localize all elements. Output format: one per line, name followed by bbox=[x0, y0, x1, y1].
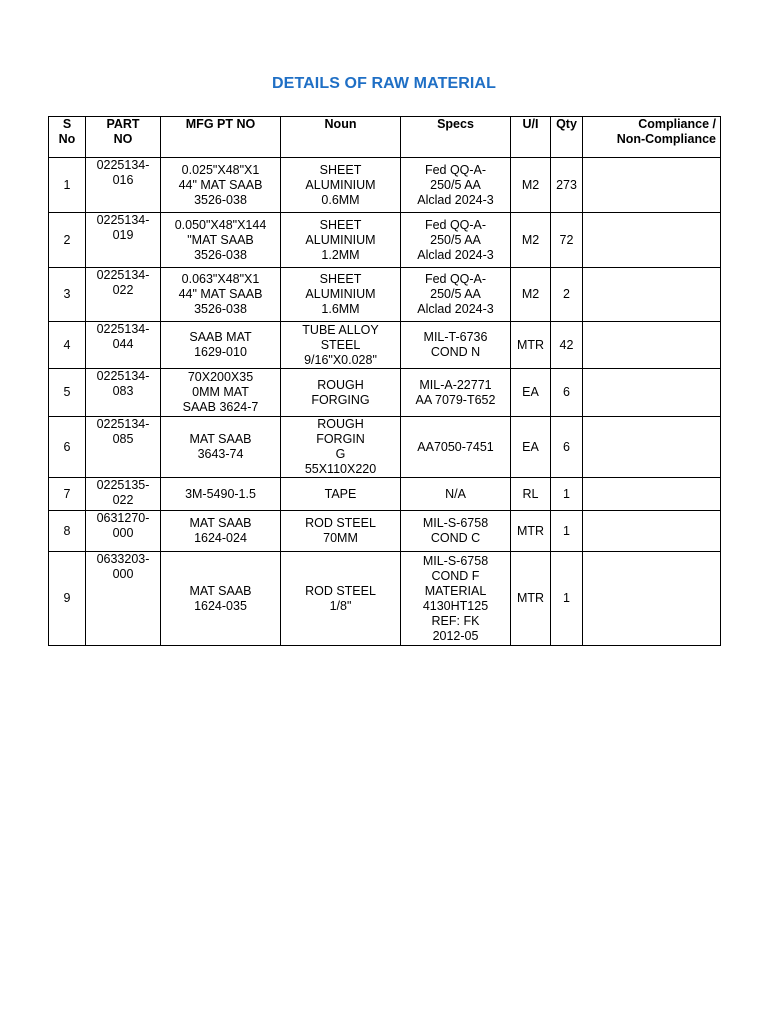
cell-noun: SHEET ALUMINIUM 1.2MM bbox=[281, 213, 401, 268]
table-row bbox=[49, 478, 721, 511]
cell-qty: 1 bbox=[551, 511, 583, 552]
cell-mfg-pt-no: MAT SAAB 1624-024 bbox=[161, 511, 281, 552]
header-part-no: PART NO bbox=[86, 117, 161, 158]
cell-part-no: 0225134- 085 bbox=[86, 417, 161, 478]
cell-compliance bbox=[583, 478, 721, 511]
cell-compliance bbox=[583, 213, 721, 268]
cell-ui: MTR bbox=[511, 511, 551, 552]
cell-part-no: 0225134- 022 bbox=[86, 268, 161, 322]
cell-qty: 72 bbox=[551, 213, 583, 268]
cell-mfg-pt-no: 0.050"X48"X144 "MAT SAAB 3526-038 bbox=[161, 213, 281, 268]
cell-s-no: 4 bbox=[49, 322, 86, 369]
cell-specs: Fed QQ-A- 250/5 AA Alclad 2024-3 bbox=[401, 268, 511, 322]
cell-noun: TUBE ALLOY STEEL 9/16"X0.028" bbox=[281, 322, 401, 369]
cell-qty: 1 bbox=[551, 478, 583, 511]
cell-compliance bbox=[583, 158, 721, 213]
cell-part-no: 0225134- 044 bbox=[86, 322, 161, 369]
cell-s-no: 5 bbox=[49, 369, 86, 417]
table-row bbox=[49, 158, 721, 213]
header-s-no: S No bbox=[49, 117, 86, 158]
cell-s-no: 9 bbox=[49, 552, 86, 646]
cell-compliance bbox=[583, 268, 721, 322]
cell-ui: M2 bbox=[511, 268, 551, 322]
table-row bbox=[49, 322, 721, 369]
cell-noun: SHEET ALUMINIUM 0.6MM bbox=[281, 158, 401, 213]
cell-s-no: 3 bbox=[49, 268, 86, 322]
cell-qty: 2 bbox=[551, 268, 583, 322]
header-ui: U/I bbox=[511, 117, 551, 158]
cell-mfg-pt-no: 0.063"X48"X1 44" MAT SAAB 3526-038 bbox=[161, 268, 281, 322]
cell-ui: M2 bbox=[511, 158, 551, 213]
cell-part-no: 0631270- 000 bbox=[86, 511, 161, 552]
table-row bbox=[49, 552, 721, 646]
table-row bbox=[49, 213, 721, 268]
header-compliance: Compliance / Non-Compliance bbox=[583, 117, 721, 158]
header-qty: Qty bbox=[551, 117, 583, 158]
table-row bbox=[49, 511, 721, 552]
header-mfg-pt-no: MFG PT NO bbox=[161, 117, 281, 158]
cell-mfg-pt-no: 0.025"X48"X1 44" MAT SAAB 3526-038 bbox=[161, 158, 281, 213]
cell-ui: EA bbox=[511, 417, 551, 478]
cell-ui: MTR bbox=[511, 552, 551, 646]
cell-ui: RL bbox=[511, 478, 551, 511]
raw-material-table bbox=[48, 116, 721, 646]
cell-specs: AA7050-7451 bbox=[401, 417, 511, 478]
cell-noun: SHEET ALUMINIUM 1.6MM bbox=[281, 268, 401, 322]
cell-qty: 6 bbox=[551, 417, 583, 478]
cell-s-no: 7 bbox=[49, 478, 86, 511]
cell-ui: MTR bbox=[511, 322, 551, 369]
cell-mfg-pt-no: 70X200X35 0MM MAT SAAB 3624-7 bbox=[161, 369, 281, 417]
cell-specs: MIL-S-6758 COND F MATERIAL 4130HT125 REF: FK 2012-05 bbox=[401, 552, 511, 646]
cell-mfg-pt-no: SAAB MAT 1629-010 bbox=[161, 322, 281, 369]
cell-specs: Fed QQ-A- 250/5 AA Alclad 2024-3 bbox=[401, 213, 511, 268]
cell-compliance bbox=[583, 552, 721, 646]
cell-qty: 1 bbox=[551, 552, 583, 646]
table-row bbox=[49, 417, 721, 478]
cell-specs: N/A bbox=[401, 478, 511, 511]
table-header-row bbox=[49, 117, 721, 158]
cell-specs: Fed QQ-A- 250/5 AA Alclad 2024-3 bbox=[401, 158, 511, 213]
cell-s-no: 2 bbox=[49, 213, 86, 268]
cell-compliance bbox=[583, 322, 721, 369]
cell-ui: M2 bbox=[511, 213, 551, 268]
cell-specs: MIL-A-22771 AA 7079-T652 bbox=[401, 369, 511, 417]
table-row bbox=[49, 268, 721, 322]
cell-compliance bbox=[583, 369, 721, 417]
cell-part-no: 0225134- 019 bbox=[86, 213, 161, 268]
cell-qty: 42 bbox=[551, 322, 583, 369]
cell-specs: MIL-T-6736 COND N bbox=[401, 322, 511, 369]
cell-qty: 273 bbox=[551, 158, 583, 213]
cell-part-no: 0225134- 016 bbox=[86, 158, 161, 213]
cell-qty: 6 bbox=[551, 369, 583, 417]
cell-noun: ROD STEEL 70MM bbox=[281, 511, 401, 552]
cell-s-no: 6 bbox=[49, 417, 86, 478]
cell-noun: ROD STEEL 1/8" bbox=[281, 552, 401, 646]
cell-mfg-pt-no: MAT SAAB 1624-035 bbox=[161, 552, 281, 646]
cell-s-no: 1 bbox=[49, 158, 86, 213]
cell-noun: TAPE bbox=[281, 478, 401, 511]
cell-s-no: 8 bbox=[49, 511, 86, 552]
cell-compliance bbox=[583, 511, 721, 552]
cell-noun: ROUGH FORGING bbox=[281, 369, 401, 417]
cell-specs: MIL-S-6758 COND C bbox=[401, 511, 511, 552]
cell-part-no: 0225135- 022 bbox=[86, 478, 161, 511]
header-noun: Noun bbox=[281, 117, 401, 158]
cell-part-no: 0633203- 000 bbox=[86, 552, 161, 646]
cell-part-no: 0225134- 083 bbox=[86, 369, 161, 417]
cell-mfg-pt-no: MAT SAAB 3643-74 bbox=[161, 417, 281, 478]
cell-noun: ROUGH FORGIN G 55X110X220 bbox=[281, 417, 401, 478]
cell-compliance bbox=[583, 417, 721, 478]
cell-mfg-pt-no: 3M-5490-1.5 bbox=[161, 478, 281, 511]
page-title: DETAILS OF RAW MATERIAL bbox=[272, 75, 496, 92]
cell-ui: EA bbox=[511, 369, 551, 417]
header-specs: Specs bbox=[401, 117, 511, 158]
table-row bbox=[49, 369, 721, 417]
